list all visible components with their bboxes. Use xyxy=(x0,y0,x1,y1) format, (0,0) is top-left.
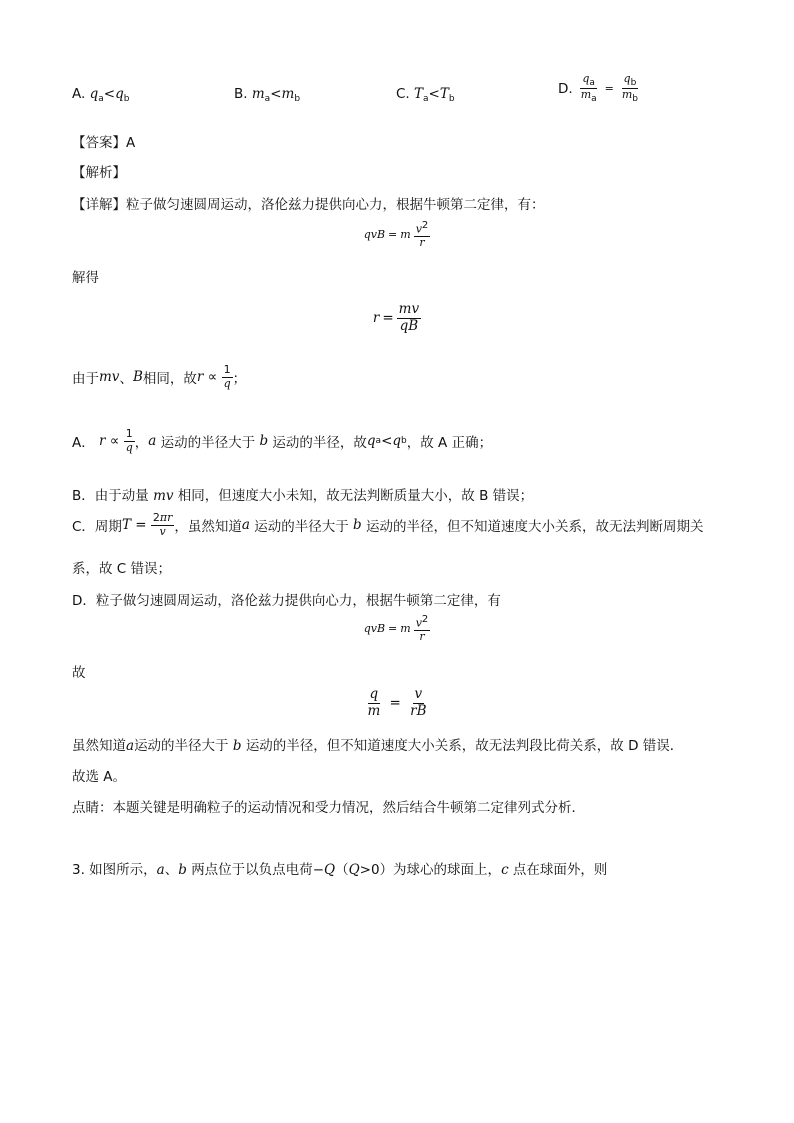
explain-c-mid2: 运动的半径大于 xyxy=(254,519,349,536)
detail-text: 粒子做匀速圆周运动，洛伦兹力提供向心力，根据牛顿第二定律，有： xyxy=(126,197,545,213)
explain-a-mid2: 运动的半径大于 xyxy=(160,435,256,452)
explain-e: 虽然知道a运动的半径大于 b 运动的半径，但不知道速度大小关系，故无法判段比荷关系，故 D 错误． xyxy=(72,738,684,754)
choose-line: 故选 A。 xyxy=(72,769,127,785)
option-d: D. $\frac{q_a}{m_a}$ = $\frac{q_b}{m_b}$ xyxy=(558,72,639,105)
explain-a: A． r ∝ $\frac{1}{q}$ ， a 运动的半径大于 b 运动的半径，故 q a < q b ，故 A 正确； xyxy=(72,427,493,454)
option-d-label: D. xyxy=(558,80,573,97)
explain-d: D．粒子做匀速圆周运动，洛伦兹力提供向心力，根据牛顿第二定律，有 xyxy=(72,593,501,609)
question-3-end: 点在球面外，则 xyxy=(512,862,608,878)
since-line: 由于 mv 、 B 相同，故 r ∝ $\frac{1}{q}$ ； xyxy=(72,363,247,390)
explain-a-prefix: A． xyxy=(72,435,95,452)
explain-e-mid2: 运动的半径，但不知道速度大小关系，故无法判段比荷关系，故 D 错误． xyxy=(245,738,684,754)
explain-c-mid: ，虽然知道 xyxy=(174,519,242,536)
equation-radius: r = $\frac{mv}{qB}$ xyxy=(372,301,420,334)
analysis-label: 【解析】 xyxy=(72,165,126,181)
explain-e-mid: 运动的半径大于 xyxy=(134,738,229,754)
question-3-mid: 两点位于以负点电荷 xyxy=(191,862,313,878)
option-a-label: A. xyxy=(72,86,90,102)
detail-line xyxy=(72,193,545,213)
explain-c-cont: 系，故 C 错误； xyxy=(72,561,172,577)
question-3-mid2: ）为球心的球面上， xyxy=(379,862,502,878)
option-a: A. $q_a<q_b$ xyxy=(72,86,130,104)
equation-lorentz-1: qvB = m $\frac{v^2}{r}$ xyxy=(363,220,429,250)
question-3-prefix: 3. 如图所示， xyxy=(72,862,157,878)
explain-b: B．由于动量 mv 相同，但速度大小未知，故无法判断质量大小，故 B 错误； xyxy=(72,488,534,504)
since-mid: 、 xyxy=(119,371,133,388)
explain-c-mid3: 运动的半径，但不知道速度大小关系，故无法判断周期关 xyxy=(365,519,704,536)
explain-a-mid1: ， xyxy=(134,435,149,452)
comment-line: 点睛：本题关键是明确粒子的运动情况和受力情况，然后结合牛顿第二定律列式分析． xyxy=(72,800,585,816)
therefore-label: 故 xyxy=(72,665,86,681)
explain-a-end: ，故 A 正确； xyxy=(406,435,493,452)
option-b: B. $m_a<m_b$ xyxy=(234,86,301,104)
explain-b-text2: 相同，但速度大小未知，故无法判断质量大小，故 B 错误； xyxy=(177,488,534,504)
since-text: 由于 xyxy=(72,371,99,388)
equation-charge-mass: $\frac{q}{m}$ = $\frac{v}{rB}$ xyxy=(367,686,427,719)
detail-label: 【详解】 xyxy=(72,197,126,213)
explain-c: C．周期 T = $\frac{2\pi r}{v}$ ，虽然知道 a 运动的半径大于 b 运动的半径，但不知道速度大小关系，故无法判断周期关 xyxy=(72,511,704,538)
option-c-label: C. xyxy=(396,86,415,102)
option-c: C. $T_a<T_b$ xyxy=(396,86,455,104)
answer-line: 【答案】A xyxy=(72,135,136,151)
since-same: 相同，故 xyxy=(142,371,197,388)
solve-label: 解得 xyxy=(72,270,99,286)
equation-lorentz-2: qvB = m $\frac{v^2}{r}$ xyxy=(363,614,429,644)
explain-b-text: B．由于动量 xyxy=(72,488,149,504)
option-b-label: B. xyxy=(234,86,252,102)
explain-e-pre: 虽然知道 xyxy=(72,738,126,754)
question-3: 3. 如图所示，a、b 两点位于以负点电荷−Q（Q>0）为球心的球面上，c 点在球面外，则 xyxy=(72,862,608,878)
explain-a-mid3: 运动的半径，故 xyxy=(272,435,367,452)
explain-c-prefix: C．周期 xyxy=(72,519,122,536)
